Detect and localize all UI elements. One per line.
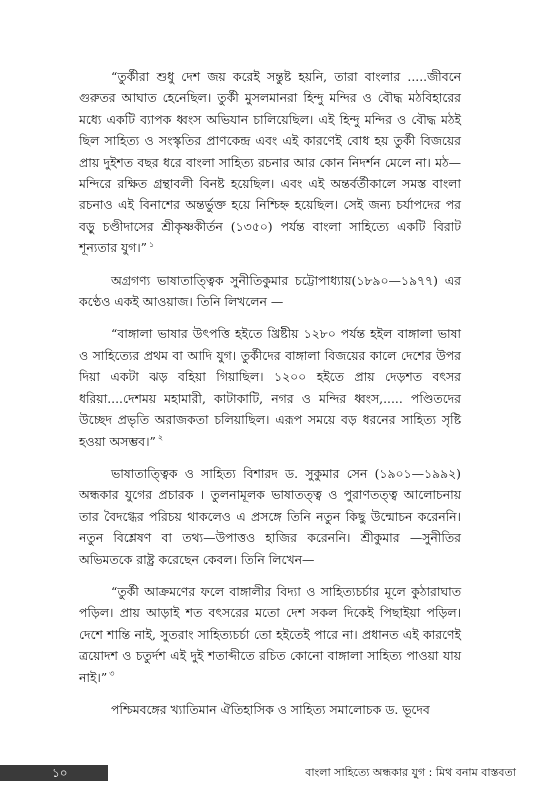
paragraph-text: “বাঙ্গালা ভাষার উৎপত্তি হইতে খ্রিষ্টীয় ১২৮০ পর্যন্ত হইল বাঙ্গালা ভাষা ও সাহিত্যের প্রথম বা আদি যুগ। তুর্কীদের বাঙ্গালা বিজয়ের কালে দেশের উপর দিয়া একটা ঝড় বহিয়া গিয়াছিল। ১২০০ হইতে প্রায় দেড়শত বৎসর ধরিয়া....দেশময় মহামারী, কাটাকাটি, নগর ও মন্দির ধ্বংস,..... পণ্ডিতদের উচ্ছেদ প্রভৃতি অরাজকতা চলিয়াছিল। এরূপ সময়ে বড় ধরনের সাহিত্য সৃষ্টি হওয়া অসম্ভব।”: [79, 326, 461, 449]
footnote-marker: ৩: [109, 669, 115, 679]
footnote-marker: ২: [157, 433, 164, 443]
paragraph-text: ভাষাতাত্ত্বিক ও সাহিত্য বিশারদ ড. সুকুমার সেন (১৯০১—১৯৯২) অন্ধকার যুগের প্রচারক । তুলনামূলক ভাষাতত্ত্ব ও পুরাণতত্ত্ব আলোচনায় তার বৈদগ্ধের পরিচয় থাকলেও এ প্রসঙ্গে তিনি নতুন কিছু উন্মোচন করেননি। নতুন বিশ্লেষণ বা তথ্য—উপাত্তও হাজির করেননি। শ্রীকুমার —সুনীতির অভিমতকে রাষ্ট্র করেছেন কেবল। তিনি লিখেন—: [79, 465, 461, 567]
page-footer: [0, 762, 544, 784]
paragraph-text: অগ্রগণ্য ভাষাতাত্ত্বিক সুনীতিকুমার চট্টোপাধ্যায়(১৮৯০—১৯৭৭) এর কণ্ঠেও একই আওয়াজ। তিনি লিখলেন —: [79, 272, 461, 310]
quote-paragraph: [79, 323, 461, 451]
body-paragraph: [79, 699, 461, 720]
body-paragraph: [79, 463, 461, 570]
page-number: ১০: [52, 766, 68, 780]
paragraph-text: “তুর্কীরা শুধু দেশ জয় করেই সন্তুষ্ট হয়নি, তারা বাংলার .....জীবনে গুরুতর আঘাত হেনেছিল। তুর্কী মুসলমানরা হিন্দু মন্দির ও বৌদ্ধ মঠবিহারের মধ্যে একটি ব্যাপক ধ্বংস অভিযান চালিয়েছিল। এই হিন্দু মন্দির ও বৌদ্ধ মঠই ছিল সাহিত্য ও সংস্কৃতির প্রাণকেন্দ্র এবং এই কারণেই বোধ হয় তুর্কী বিজয়ের প্রায় দুইশত বছর ধরে বাংলা সাহিত্য রচনার আর কোন নিদর্শন মেলে না। মঠ—মন্দিরে রক্ষিত গ্রন্থাবলী বিনষ্ট হয়েছিল। এবং এই অন্তর্বর্তীকালে সমস্ত বাংলা রচনাও এই বিনাশের অন্তর্ভুক্ত হয়ে নিশ্চিহ্ন হয়েছিল। সেই জন্য চর্যাপদের পর বড়ু চণ্ডীদাসের শ্রীকৃষ্ণকীর্তন (১৩৫০) পর্যন্ত বাংলা সাহিত্যে একটি বিরাট শূন্যতার যুগ।”: [79, 69, 461, 256]
footnote-marker: ১: [149, 240, 155, 250]
running-title: বাংলা সাহিত্যে অন্ধকার যুগ : মিথ বনাম বাস্তবতা: [305, 766, 516, 779]
body-text: [79, 66, 461, 720]
body-paragraph: [79, 270, 461, 313]
paragraph-text: পশ্চিমবঙ্গের খ্যাতিমান ঐতিহাসিক ও সাহিত্য সমালোচক ড. ভূদেব: [111, 701, 430, 717]
quote-paragraph: [79, 581, 461, 688]
paragraph-text: “তুর্কী আক্রমণের ফলে বাঙ্গালীর বিদ্যা ও সাহিত্যচর্চার মূলে কুঠারাঘাত পড়িল। প্রায় আড়াই শত বৎসরের মতো দেশ সকল দিকেই পিছাইয়া পড়িল। দেশে শান্তি নাই, সুতরাং সাহিত্যচর্চা তো হইতেই পারে না। প্রধানত এই কারণেই ত্রয়োদশ ও চতুর্দশ এই দুই শতাব্দীতে রচিত কোনো বাঙ্গালা সাহিত্য পাওয়া যায় নাই।”: [79, 583, 461, 685]
quote-paragraph: [79, 66, 461, 259]
